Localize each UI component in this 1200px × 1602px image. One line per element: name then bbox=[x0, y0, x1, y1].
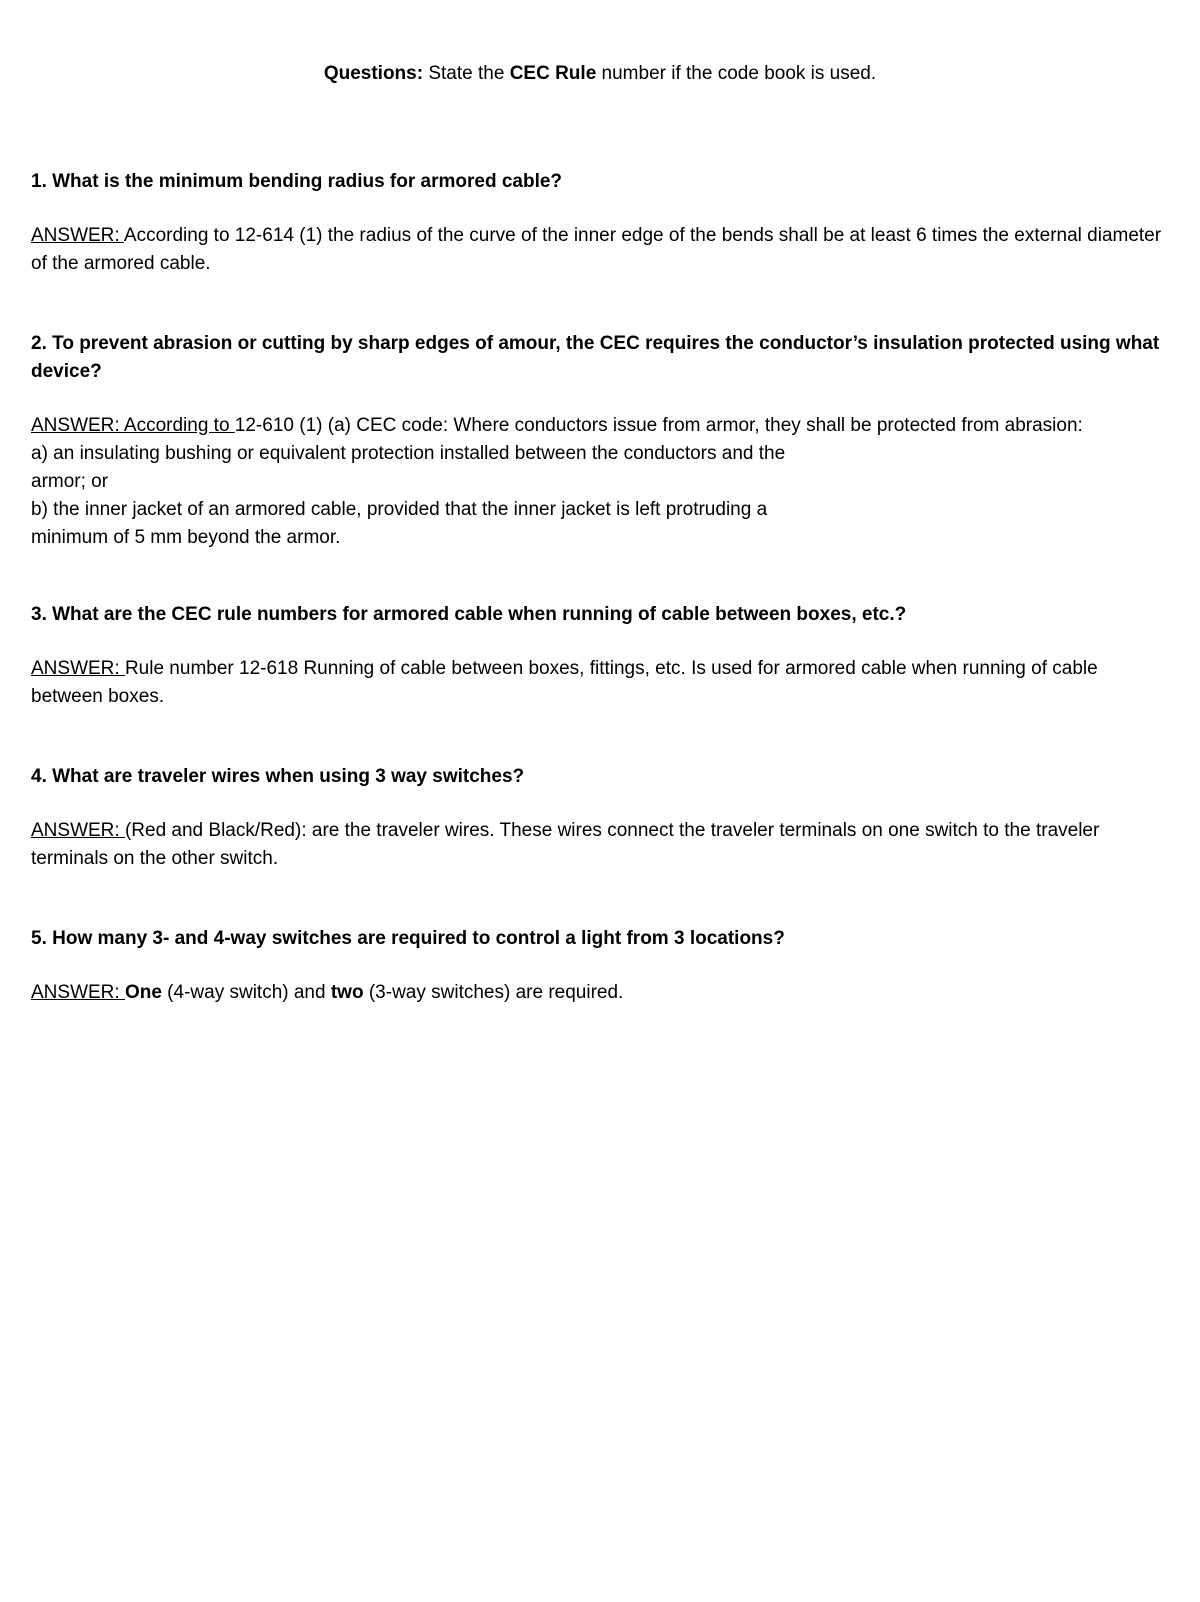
answer-3-text: Rule number 12-618 Running of cable between boxes, fittings, etc. Is used for armored cable when running of cable between boxes. bbox=[31, 658, 1098, 707]
question-2: 2. To prevent abrasion or cutting by sharp edges of amour, the CEC requires the conductor’s insulation protected using what device? bbox=[31, 333, 1160, 382]
question-block-3 bbox=[31, 601, 1171, 711]
answer-2-item-a-line1: a) an insulating bushing or equivalent protection installed between the conductors and the bbox=[31, 443, 786, 464]
question-3: 3. What are the CEC rule numbers for armored cable when running of cable between boxes, etc.? bbox=[31, 604, 907, 625]
answer-5 bbox=[31, 979, 1171, 1007]
answer-5-text-2: (3-way switches) are required. bbox=[363, 982, 624, 1003]
question-block-1 bbox=[31, 168, 1171, 278]
question-5: 5. How many 3- and 4-way switches are required to control a light from 3 locations? bbox=[31, 928, 785, 949]
header-questions-label: Questions: bbox=[323, 63, 424, 84]
answer-4-text: (Red and Black/Red): are the traveler wires. These wires connect the traveler terminals on one switch to the traveler terminals on the other switch. bbox=[31, 820, 1100, 869]
page-header bbox=[0, 62, 1200, 86]
answer-2-intro: 12-610 (1) (a) CEC code: Where conductors issue from armor, they shall be protected from abrasion: bbox=[234, 415, 1083, 436]
answer-4 bbox=[31, 817, 1171, 873]
header-text-2: number if the code book is used. bbox=[596, 63, 877, 84]
answer-5-two: two bbox=[330, 982, 364, 1003]
answer-1-text: According to 12-614 (1) the radius of the curve of the inner edge of the bends shall be at least 6 times the external diameter of the armored cable. bbox=[31, 225, 1162, 274]
answer-2-item-b-line1: b) the inner jacket of an armored cable, provided that the inner jacket is left protruding a bbox=[31, 499, 768, 520]
answer-2 bbox=[31, 412, 1171, 552]
answer-1 bbox=[31, 222, 1171, 278]
question-block-4 bbox=[31, 763, 1171, 873]
answer-3-label: ANSWER: bbox=[31, 658, 125, 679]
answer-5-label: ANSWER: bbox=[31, 982, 125, 1003]
answer-2-label: ANSWER: According to bbox=[31, 415, 235, 436]
question-block-2 bbox=[31, 330, 1171, 552]
question-block-5 bbox=[31, 925, 1171, 1007]
answer-5-one: One bbox=[124, 982, 162, 1003]
header-text-1: State the bbox=[423, 63, 510, 84]
answer-1-label: ANSWER: bbox=[31, 225, 124, 246]
question-4: 4. What are traveler wires when using 3 way switches? bbox=[31, 766, 525, 787]
answer-5-text-1: (4-way switch) and bbox=[161, 982, 331, 1003]
answer-2-item-b-line2: minimum of 5 mm beyond the armor. bbox=[31, 527, 341, 548]
answer-3 bbox=[31, 655, 1171, 711]
answer-2-item-a-line2: armor; or bbox=[31, 471, 109, 492]
header-cec-rule: CEC Rule bbox=[509, 63, 597, 84]
question-1: 1. What is the minimum bending radius for armored cable? bbox=[31, 171, 563, 192]
answer-4-label: ANSWER: bbox=[31, 820, 125, 841]
